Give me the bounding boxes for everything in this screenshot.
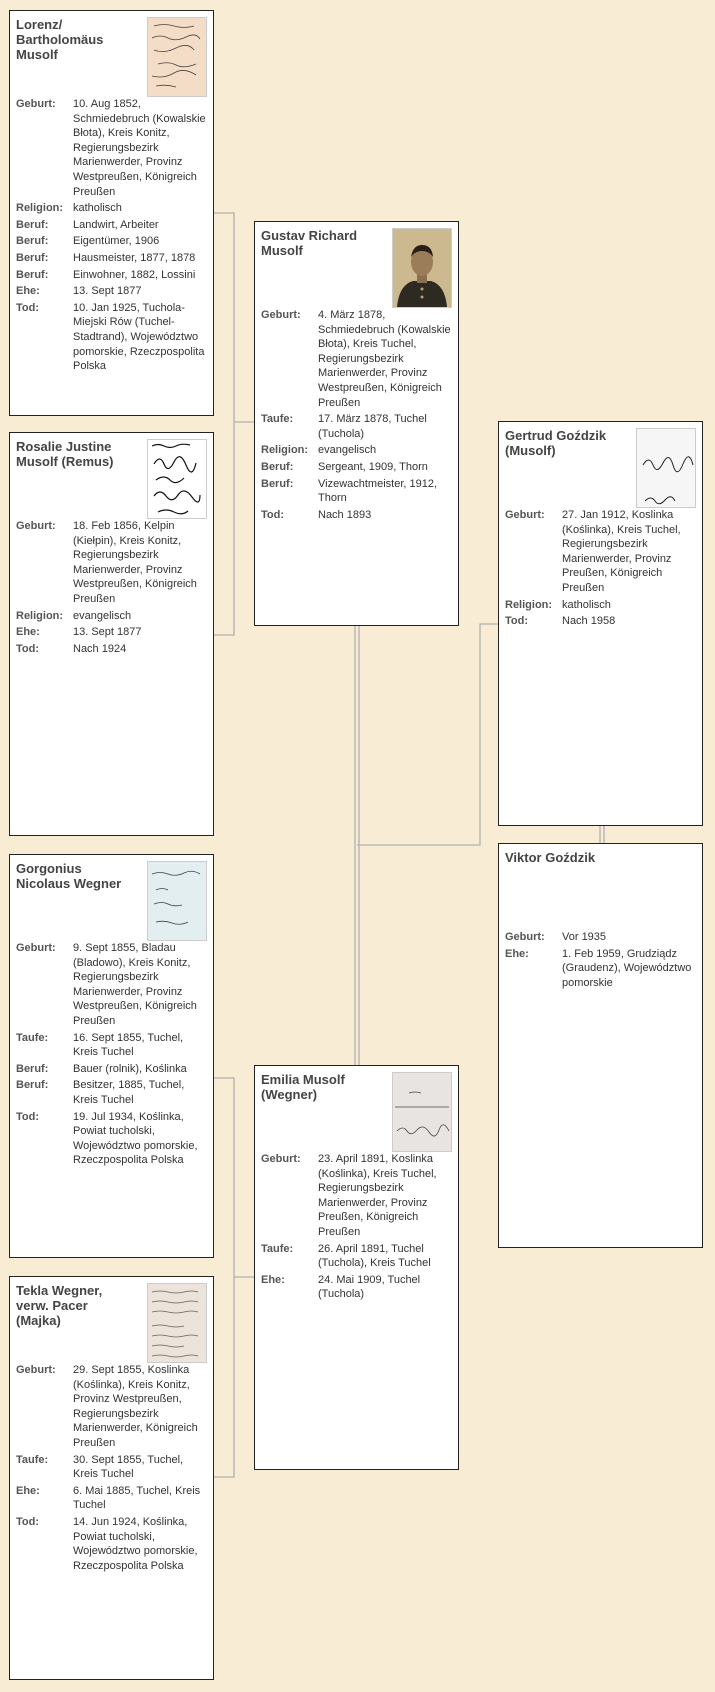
fact-birth <box>261 1152 454 1240</box>
person-card-rosalie[interactable] <box>9 432 214 836</box>
fact-label: Taufe: <box>16 1031 49 1044</box>
fact-value: 14. Jun 1924, Koślinka, Powiat tucholski, Województwo pomorskie, Rzeczpospolita Polska <box>73 1515 198 1572</box>
fact-list <box>16 519 209 658</box>
person-card-lorenz[interactable] <box>9 10 214 416</box>
fact-list <box>505 930 698 992</box>
fact-label: Ehe: <box>261 1273 285 1286</box>
fact-label: Religion: <box>261 444 309 457</box>
fact-value: 26. April 1891, Tuchel (Tuchola), Kreis Tuchel <box>318 1242 431 1270</box>
portrait-photo[interactable] <box>392 228 452 308</box>
fact-value: 27. Jan 1912, Koslinka (Koślinka), Kreis Tuchel, Regierungsbezirk Marienwerder, Provinz Preußen, Königreich Preußen <box>562 509 681 594</box>
fact-birth <box>16 941 209 1029</box>
fact-value: evangelisch <box>318 444 377 457</box>
fact-marriage <box>16 1484 209 1513</box>
fact-list <box>16 941 209 1170</box>
fact-label: Tod: <box>16 1515 40 1528</box>
fact-baptism <box>16 1031 209 1060</box>
fact-label: Taufe: <box>261 1242 294 1255</box>
fact-occupation <box>16 268 209 283</box>
fact-value: 6. Mai 1885, Tuchel, Kreis Tuchel <box>73 1484 201 1512</box>
fact-label: Beruf: <box>16 218 49 231</box>
fact-list <box>16 97 209 376</box>
person-name[interactable]: Tekla Wegner, verw. Pacer (Majka) <box>16 1283 103 1328</box>
document-thumbnail[interactable] <box>147 17 207 97</box>
fact-label: Beruf: <box>261 477 294 490</box>
fact-occupation <box>16 251 209 266</box>
fact-label: Taufe: <box>16 1453 49 1466</box>
fact-marriage <box>16 284 209 299</box>
fact-label: Tod: <box>16 642 40 655</box>
person-card-gorgonius[interactable] <box>9 854 214 1258</box>
fact-value: Nach 1958 <box>562 615 616 628</box>
fact-label: Tod: <box>16 301 40 314</box>
fact-value: 23. April 1891, Koslinka (Koślinka), Kreis Tuchel, Regierungsbezirk Marienwerder, Provinz Preußen, Königreich Preußen <box>318 1153 437 1238</box>
document-thumbnail[interactable] <box>147 1283 207 1363</box>
fact-label: Taufe: <box>261 413 294 426</box>
fact-value: 18. Feb 1856, Kelpin (Kiełpin), Kreis Konitz, Regierungsbezirk Marienwerder, Provinz Westpreußen, Königreich Preußen <box>73 520 197 605</box>
fact-list <box>261 308 454 524</box>
fact-religion <box>16 609 209 624</box>
fact-list <box>261 1152 454 1304</box>
fact-religion <box>16 201 209 216</box>
fact-death <box>16 1110 209 1168</box>
fact-religion <box>261 443 454 458</box>
connector-gertrud-viktor <box>600 826 604 843</box>
connector-gorgonius-tekla <box>214 1078 234 1477</box>
fact-label: Ehe: <box>16 626 40 639</box>
fact-label: Geburt: <box>261 1153 301 1165</box>
fact-label: Tod: <box>505 615 529 628</box>
fact-marriage <box>16 625 209 640</box>
fact-birth <box>16 1363 209 1451</box>
fact-occupation <box>16 234 209 249</box>
fact-value: Besitzer, 1885, Tuchel, Kreis Tuchel <box>73 1079 185 1106</box>
fact-value: 29. Sept 1855, Koslinka (Koślinka), Kreis Konitz, Provinz Westpreußen, Regierungsbezirk Marienwerder, Königreich Preußen <box>73 1364 198 1449</box>
person-name[interactable]: Lorenz/ Bartholomäus Musolf <box>16 17 104 62</box>
fact-occupation <box>16 218 209 233</box>
fact-value: Sergeant, 1909, Thorn <box>318 460 428 473</box>
fact-death <box>16 1515 209 1573</box>
fact-value: katholisch <box>562 598 611 611</box>
fact-value: 24. Mai 1909, Tuchel (Tuchola) <box>318 1273 421 1301</box>
fact-value: Vor 1935 <box>562 931 607 943</box>
fact-death <box>261 508 454 523</box>
fact-label: Geburt: <box>505 509 545 521</box>
fact-value: Landwirt, Arbeiter <box>73 218 159 231</box>
person-card-gustav[interactable] <box>254 221 459 626</box>
fact-value: 19. Jul 1934, Koślinka, Powiat tucholski, Województwo pomorskie, Rzeczpospolita Polska <box>73 1110 198 1167</box>
person-card-gertrud[interactable] <box>498 421 703 826</box>
fact-value: 13. Sept 1877 <box>73 285 142 298</box>
fact-value: 9. Sept 1855, Bladau (Bladowo), Kreis Konitz, Regierungsbezirk Marienwerder, Provinz Westpreußen, Königreich Preußen <box>73 942 197 1027</box>
fact-label: Beruf: <box>261 460 294 473</box>
fact-label: Geburt: <box>16 520 56 532</box>
fact-baptism <box>16 1453 209 1482</box>
fact-label: Geburt: <box>16 98 56 110</box>
fact-value: Vizewachtmeister, 1912, Thorn <box>318 477 438 505</box>
fact-occupation <box>16 1062 209 1077</box>
fact-label: Beruf: <box>16 1079 49 1092</box>
fact-value: 16. Sept 1855, Tuchel, Kreis Tuchel <box>73 1031 184 1059</box>
connector-lorenz-rosalie <box>214 213 234 635</box>
signature-thumbnail[interactable] <box>636 428 696 508</box>
fact-birth <box>261 308 454 410</box>
fact-death <box>16 301 209 374</box>
fact-label: Geburt: <box>16 942 56 954</box>
person-card-emilia[interactable] <box>254 1065 459 1470</box>
fact-marriage <box>505 947 698 991</box>
document-thumbnail[interactable] <box>147 861 207 941</box>
fact-label: Geburt: <box>261 309 301 321</box>
person-name[interactable]: Gustav Richard Musolf <box>261 228 358 258</box>
fact-value: katholisch <box>73 202 122 215</box>
fact-label: Religion: <box>505 598 553 611</box>
fact-list <box>16 1363 209 1575</box>
fact-label: Tod: <box>16 1110 40 1123</box>
fact-label: Geburt: <box>505 931 545 943</box>
fact-value: 13. Sept 1877 <box>73 626 142 639</box>
fact-label: Religion: <box>16 609 64 622</box>
fact-label: Beruf: <box>16 268 49 281</box>
fact-value: 1. Feb 1959, Grudziądz (Graudenz), Województwo pomorskie <box>562 947 692 989</box>
fact-value: Einwohner, 1882, Lossini <box>73 268 196 281</box>
fact-label: Beruf: <box>16 251 49 264</box>
fact-value: 30. Sept 1855, Tuchel, Kreis Tuchel <box>73 1453 184 1481</box>
fact-value: Bauer (rolnik), Koślinka <box>73 1062 187 1075</box>
fact-list <box>505 508 698 631</box>
person-card-viktor[interactable] <box>498 843 703 1248</box>
fact-label: Tod: <box>261 508 285 521</box>
fact-label: Beruf: <box>16 1062 49 1075</box>
fact-value: Nach 1893 <box>318 508 372 521</box>
person-name[interactable]: Viktor Goździk <box>505 850 596 865</box>
fact-birth <box>16 97 209 199</box>
fact-value: 10. Aug 1852, Schmiedebruch (Kowalskie Błota), Kreis Konitz, Regierungsbezirk Marienwerder, Provinz Westpreußen, Königreich Preußen <box>73 98 206 198</box>
connector-to-gertrud <box>357 624 498 845</box>
person-name[interactable]: Gorgonius Nicolaus Wegner <box>16 861 122 891</box>
fact-occupation <box>261 477 454 506</box>
fact-marriage <box>261 1273 454 1302</box>
fact-baptism <box>261 412 454 441</box>
fact-death <box>505 614 698 629</box>
fact-label: Ehe: <box>505 947 529 960</box>
person-name[interactable]: Emilia Musolf (Wegner) <box>261 1072 345 1102</box>
fact-value: evangelisch <box>73 609 132 622</box>
fact-label: Ehe: <box>16 1484 40 1497</box>
fact-birth <box>505 508 698 596</box>
fact-occupation <box>261 460 454 475</box>
fact-religion <box>505 598 698 613</box>
fact-label: Ehe: <box>16 285 40 298</box>
fact-label: Religion: <box>16 202 64 215</box>
fact-value: Hausmeister, 1877, 1878 <box>73 251 196 264</box>
fact-baptism <box>261 1242 454 1271</box>
fact-value: Nach 1924 <box>73 642 127 655</box>
fact-birth <box>505 930 698 945</box>
fact-value: 10. Jan 1925, Tuchola-Miejski Rów (Tuchel-Stadtrand), Województwo pomorskie, Rzeczpospolita Polska <box>73 301 205 373</box>
person-card-tekla[interactable] <box>9 1276 214 1680</box>
fact-value: 17. März 1878, Tuchel (Tuchola) <box>318 413 427 440</box>
person-name[interactable]: Gertrud Goździk (Musolf) <box>505 428 607 458</box>
fact-occupation <box>16 1078 209 1107</box>
fact-birth <box>16 519 209 607</box>
fact-label: Geburt: <box>16 1364 56 1376</box>
document-thumbnail[interactable] <box>392 1072 452 1152</box>
fact-value: Eigentümer, 1906 <box>73 235 160 248</box>
fact-value: 4. März 1878, Schmiedebruch (Kowalskie Błota), Kreis Tuchel, Regierungsbezirk Marienwerder, Provinz Westpreußen, Königreich Preußen <box>318 309 451 409</box>
fact-label: Beruf: <box>16 235 49 248</box>
signature-thumbnail[interactable] <box>147 439 207 519</box>
person-name[interactable]: Rosalie Justine Musolf (Remus) <box>16 439 114 469</box>
fact-death <box>16 642 209 657</box>
